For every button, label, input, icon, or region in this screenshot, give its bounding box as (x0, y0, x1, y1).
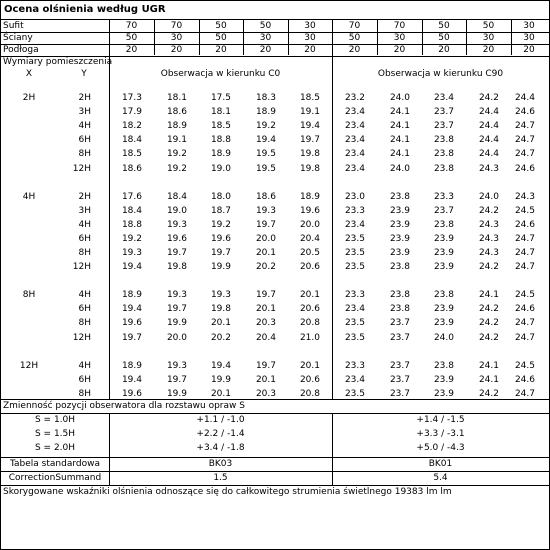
table-row-divider (1, 457, 549, 458)
ugr-value-c90: 24.1 (478, 360, 499, 371)
ugr-value-c0: 18.5 (299, 93, 320, 103)
ugr-value-c0: 20.1 (299, 360, 320, 371)
ugr-value-c90: 24.0 (389, 163, 410, 174)
ugr-value-c0: 20.1 (299, 290, 320, 301)
ugr-value-c0: 20.2 (255, 262, 276, 273)
standard-table-c90: BK01 (428, 459, 453, 469)
ugr-value-c0: 19.4 (255, 135, 276, 146)
ugr-value-c90: 23.8 (389, 304, 410, 315)
reflectance-value: 50 (215, 33, 227, 43)
room-y-dimension: 3H (78, 107, 91, 118)
c90-direction-label: Obserwacja w kierunku C90 (377, 69, 504, 79)
ugr-value-c90: 24.7 (514, 262, 535, 273)
footer-note: Skorygowane wskaźniki olśnienia odnoszące się do całkowitego strumienia świetlnego 19383 lm lm (3, 487, 452, 497)
room-y-dimension: 4H (78, 360, 91, 371)
ugr-value-c90: 23.9 (433, 262, 454, 273)
ugr-value-c90: 23.8 (433, 163, 454, 174)
ugr-value-c0: 20.6 (299, 304, 320, 315)
ugr-value-c0: 19.8 (210, 304, 231, 315)
variation-c90: +5.0 / -4.3 (416, 443, 465, 453)
correction-c0: 1.5 (213, 473, 228, 483)
room-y-dimension: 4H (78, 290, 91, 301)
reflectance-value: 50 (348, 33, 361, 43)
ugr-value-c0: 18.4 (121, 205, 142, 216)
room-y-dimension: 4H (78, 121, 91, 132)
table-row-divider (1, 399, 549, 400)
room-y-dimension: 12H (72, 332, 91, 343)
ugr-value-c90: 23.3 (344, 290, 365, 301)
ugr-value-c90: 23.7 (433, 205, 454, 216)
ugr-value-c90: 24.0 (389, 93, 410, 103)
ugr-value-c90: 24.4 (478, 107, 499, 118)
ugr-value-c0: 19.5 (255, 163, 276, 174)
ugr-value-c90: 23.5 (344, 233, 365, 244)
ugr-value-c90: 23.4 (344, 219, 365, 230)
ugr-value-c0: 17.6 (121, 191, 142, 202)
ugr-value-c0: 20.2 (210, 332, 231, 343)
reflectance-value: 20 (393, 45, 406, 55)
ugr-value-c90: 24.7 (514, 248, 535, 258)
ugr-value-c0: 18.1 (210, 107, 231, 118)
room-y-dimension: 6H (78, 233, 91, 244)
ugr-value-c0: 20.8 (299, 318, 320, 329)
y-axis-label: Y (81, 69, 87, 79)
ugr-value-c90: 23.5 (344, 248, 365, 258)
ugr-value-c90: 23.4 (344, 121, 365, 132)
table-column-divider (466, 19, 467, 55)
reflectance-value: 20 (348, 45, 361, 55)
x-axis-label: X (25, 69, 33, 79)
variation-label: Zmienność pozycji obserwatora dla rozstawu opraw S (3, 401, 245, 411)
reflectance-value: 70 (125, 21, 138, 31)
ugr-value-c90: 23.7 (389, 332, 410, 343)
ugr-value-c0: 19.2 (121, 233, 142, 244)
table-row-divider (1, 471, 549, 472)
table-column-divider (377, 19, 378, 55)
ugr-value-c0: 18.5 (210, 121, 231, 132)
ugr-value-c90: 24.5 (514, 360, 535, 371)
room-y-dimension: 8H (78, 149, 91, 160)
ugr-value-c90: 23.9 (433, 233, 454, 244)
ugr-value-c0: 19.7 (299, 135, 320, 146)
ugr-value-c90: 23.8 (433, 360, 454, 371)
ugr-value-c0: 19.7 (166, 248, 187, 258)
ugr-value-c0: 20.4 (299, 233, 320, 244)
ugr-value-c0: 18.8 (121, 219, 142, 230)
room-y-dimension: 2H (78, 93, 91, 103)
ugr-value-c90: 24.4 (514, 93, 535, 103)
room-y-dimension: 4H (78, 219, 91, 230)
ugr-value-c0: 19.9 (210, 374, 231, 385)
ugr-value-c90: 23.7 (433, 107, 454, 118)
ugr-value-c0: 19.7 (255, 290, 276, 301)
ugr-value-c90: 23.8 (389, 191, 410, 202)
ugr-value-c0: 19.5 (255, 149, 276, 160)
ugr-value-c90: 24.1 (389, 135, 410, 146)
reflectance-value: 70 (348, 21, 361, 31)
reflectance-value: 30 (482, 33, 495, 43)
ugr-value-c90: 24.4 (478, 149, 499, 160)
ugr-value-c0: 17.3 (121, 93, 142, 103)
room-y-dimension: 6H (78, 374, 91, 385)
ugr-value-c90: 23.3 (344, 205, 365, 216)
c0-direction-label: Obserwacja w kierunku C0 (160, 69, 281, 79)
reflectance-value: 20 (523, 45, 535, 55)
ugr-value-c0: 18.9 (166, 121, 187, 132)
table-column-divider (288, 19, 289, 55)
ugr-value-c90: 23.4 (344, 149, 365, 160)
reflectance-value: 20 (125, 45, 138, 55)
ugr-value-c90: 23.8 (433, 290, 454, 301)
variation-c0: +3.4 / -1.8 (196, 443, 245, 453)
ugr-value-c0: 20.0 (299, 219, 320, 230)
ugr-value-c90: 24.0 (433, 332, 454, 343)
ugr-value-c0: 19.2 (210, 219, 231, 230)
variation-c90: +1.4 / -1.5 (416, 415, 465, 425)
reflectance-value: 30 (523, 21, 535, 31)
ugr-value-c0: 19.6 (121, 318, 142, 329)
variation-c0: +2.2 / -1.4 (196, 429, 245, 439)
ugr-value-c0: 18.9 (255, 107, 276, 118)
reflectance-value: 30 (304, 33, 316, 43)
ugr-value-c0: 18.4 (166, 191, 187, 202)
room-y-dimension: 12H (72, 262, 91, 273)
ugr-value-c90: 24.2 (478, 388, 499, 399)
room-x-dimension: 12H (19, 360, 39, 371)
ugr-value-c0: 18.7 (210, 205, 231, 216)
page-title: Ocena olśnienia według UGR (4, 4, 166, 15)
ugr-value-c0: 19.7 (255, 360, 276, 371)
ugr-value-c90: 24.4 (478, 135, 499, 146)
ugr-value-c0: 18.6 (121, 163, 142, 174)
ugr-value-c90: 23.4 (344, 107, 365, 118)
ugr-value-c90: 24.3 (478, 219, 499, 230)
room-y-dimension: 6H (78, 304, 91, 315)
ugr-value-c0: 19.7 (166, 374, 187, 385)
ugr-value-c90: 23.5 (344, 262, 365, 273)
ugr-value-c90: 23.4 (344, 374, 365, 385)
ugr-value-c0: 19.4 (121, 374, 142, 385)
ugr-value-c90: 23.9 (389, 248, 410, 258)
room-y-dimension: 8H (78, 318, 91, 329)
table-column-divider (109, 19, 110, 55)
ugr-value-c90: 24.1 (389, 107, 410, 118)
ugr-value-c90: 24.2 (478, 93, 499, 103)
ugr-value-c0: 19.2 (166, 149, 187, 160)
ugr-value-c90: 23.8 (389, 262, 410, 273)
ugr-value-c0: 20.1 (210, 388, 231, 399)
reflectance-label-floor: Podłoga (3, 45, 39, 55)
ugr-value-c0: 18.6 (166, 107, 187, 118)
ugr-value-c90: 23.4 (433, 93, 454, 103)
ugr-value-c90: 24.7 (514, 121, 535, 132)
room-y-dimension: 8H (78, 248, 91, 258)
ugr-value-c0: 19.6 (299, 205, 320, 216)
reflectance-label-walls: Ściany (3, 33, 33, 43)
ugr-value-c0: 18.2 (121, 121, 142, 132)
ugr-value-c0: 20.1 (255, 248, 276, 258)
ugr-value-c0: 19.3 (166, 290, 187, 301)
ugr-value-c0: 19.8 (299, 163, 320, 174)
ugr-value-c90: 23.5 (344, 332, 365, 343)
reflectance-value: 20 (482, 45, 495, 55)
ugr-value-c90: 24.7 (514, 149, 535, 160)
ugr-value-c90: 24.5 (514, 205, 535, 216)
ugr-value-c90: 24.1 (389, 149, 410, 160)
room-y-dimension: 8H (78, 388, 91, 399)
variation-c90: +3.3 / -3.1 (416, 429, 465, 439)
ugr-value-c0: 18.4 (121, 135, 142, 146)
ugr-value-c0: 19.1 (166, 135, 187, 146)
ugr-value-c90: 24.6 (514, 219, 535, 230)
ugr-value-c90: 24.6 (514, 107, 535, 118)
ugr-value-c0: 19.0 (210, 163, 231, 174)
ugr-value-c90: 23.8 (433, 149, 454, 160)
ugr-value-c0: 20.0 (255, 233, 276, 244)
spacing-label: S = 1.5H (34, 429, 76, 439)
ugr-value-c0: 17.5 (210, 93, 231, 103)
ugr-value-c90: 23.8 (433, 135, 454, 146)
ugr-value-c90: 24.2 (478, 318, 499, 329)
ugr-value-c0: 19.4 (299, 121, 320, 132)
ugr-value-c90: 23.9 (433, 304, 454, 315)
ugr-value-c90: 24.4 (478, 121, 499, 132)
reflectance-value: 30 (523, 33, 535, 43)
reflectance-value: 20 (438, 45, 450, 55)
table-row-divider (1, 485, 549, 486)
reflectance-value: 50 (438, 33, 450, 43)
reflectance-value: 20 (170, 45, 183, 55)
variation-c0: +1.1 / -1.0 (196, 415, 245, 425)
table-column-divider (511, 19, 512, 55)
ugr-value-c90: 23.4 (344, 163, 365, 174)
ugr-value-c0: 19.9 (166, 318, 187, 329)
ugr-value-c90: 24.6 (514, 163, 535, 174)
ugr-value-c0: 20.1 (255, 304, 276, 315)
room-y-dimension: 6H (78, 135, 91, 146)
ugr-value-c0: 19.1 (299, 107, 320, 118)
ugr-value-c90: 24.3 (478, 163, 499, 174)
ugr-value-c90: 23.9 (433, 388, 454, 399)
ugr-value-c0: 19.7 (121, 332, 142, 343)
table-column-divider (154, 19, 155, 55)
ugr-value-c90: 24.6 (514, 304, 535, 315)
ugr-value-c90: 24.2 (478, 332, 499, 343)
ugr-value-c0: 18.9 (121, 360, 142, 371)
ugr-value-c0: 20.8 (299, 388, 320, 399)
ugr-value-c0: 18.1 (166, 93, 187, 103)
ugr-value-c0: 18.3 (255, 93, 276, 103)
reflectance-value: 30 (259, 33, 272, 43)
reflectance-value: 20 (304, 45, 316, 55)
table-column-divider (199, 19, 200, 55)
ugr-value-c0: 18.9 (299, 191, 320, 202)
ugr-value-c90: 23.5 (344, 318, 365, 329)
ugr-value-c0: 18.5 (121, 149, 142, 160)
spacing-label: S = 1.0H (34, 415, 76, 425)
room-dimensions-label: Wymiary pomieszczenia (3, 57, 113, 67)
ugr-value-c0: 19.3 (121, 248, 142, 258)
ugr-value-c0: 19.7 (210, 248, 231, 258)
ugr-value-c90: 23.9 (433, 248, 454, 258)
ugr-value-c90: 23.8 (389, 290, 410, 301)
ugr-value-c0: 18.8 (210, 135, 231, 146)
ugr-value-c0: 18.9 (210, 149, 231, 160)
reflectance-value: 30 (170, 33, 183, 43)
reflectance-value: 50 (482, 21, 495, 31)
ugr-value-c0: 20.6 (299, 374, 320, 385)
ugr-value-c0: 19.0 (166, 205, 187, 216)
ugr-value-c0: 18.0 (210, 191, 231, 202)
ugr-value-c0: 19.7 (166, 304, 187, 315)
ugr-value-c90: 24.7 (514, 318, 535, 329)
ugr-value-c90: 23.3 (344, 360, 365, 371)
ugr-value-c0: 18.9 (121, 290, 142, 301)
reflectance-value: 50 (215, 21, 227, 31)
table-row-divider (1, 413, 549, 414)
ugr-value-c90: 24.1 (478, 374, 499, 385)
ugr-value-c90: 24.3 (478, 233, 499, 244)
ugr-value-c0: 20.6 (299, 262, 320, 273)
ugr-value-c0: 21.0 (299, 332, 320, 343)
ugr-value-c0: 17.9 (121, 107, 142, 118)
standard-table-label: Tabela standardowa (10, 459, 100, 469)
ugr-value-c90: 24.7 (514, 233, 535, 244)
reflectance-value: 70 (170, 21, 183, 31)
ugr-value-c90: 23.9 (433, 374, 454, 385)
ugr-value-c90: 24.1 (389, 121, 410, 132)
table-column-divider (332, 55, 333, 399)
correction-c90: 5.4 (433, 473, 448, 483)
ugr-value-c90: 24.5 (514, 290, 535, 301)
ugr-value-c90: 24.3 (478, 248, 499, 258)
ugr-value-c0: 18.6 (255, 191, 276, 202)
ugr-value-c90: 23.9 (433, 318, 454, 329)
ugr-value-c0: 19.9 (210, 262, 231, 273)
ugr-value-c0: 19.3 (166, 219, 187, 230)
room-x-dimension: 8H (22, 290, 36, 301)
ugr-value-c90: 24.7 (514, 388, 535, 399)
ugr-value-c0: 19.3 (255, 205, 276, 216)
standard-table-c0: BK03 (208, 459, 233, 469)
ugr-value-c0: 20.4 (255, 332, 276, 343)
ugr-value-c0: 19.9 (166, 388, 187, 399)
ugr-value-c0: 19.7 (255, 219, 276, 230)
table-column-divider (422, 19, 423, 55)
reflectance-value: 20 (215, 45, 227, 55)
ugr-value-c0: 19.6 (121, 388, 142, 399)
ugr-value-c0: 19.8 (299, 149, 320, 160)
ugr-value-c90: 23.9 (389, 233, 410, 244)
reflectance-value: 50 (438, 21, 450, 31)
reflectance-label-ceiling: Sufit (3, 21, 24, 31)
reflectance-value: 30 (393, 33, 406, 43)
reflectance-value: 20 (259, 45, 272, 55)
ugr-value-c0: 20.5 (299, 248, 320, 258)
ugr-value-c0: 20.1 (255, 374, 276, 385)
ugr-value-c0: 19.4 (121, 262, 142, 273)
ugr-value-c0: 19.8 (166, 262, 187, 273)
spacing-label: S = 2.0H (34, 443, 76, 453)
ugr-value-c90: 23.7 (389, 360, 410, 371)
ugr-value-c90: 24.2 (478, 262, 499, 273)
ugr-value-c90: 23.9 (389, 205, 410, 216)
ugr-value-c90: 23.5 (344, 388, 365, 399)
room-y-dimension: 2H (78, 191, 91, 202)
ugr-value-c90: 24.6 (514, 374, 535, 385)
ugr-value-c90: 24.0 (478, 191, 499, 202)
room-y-dimension: 12H (72, 163, 91, 174)
correction-label: CorrectionSummand (8, 473, 102, 483)
ugr-value-c90: 24.1 (478, 290, 499, 301)
ugr-value-c90: 24.7 (514, 332, 535, 343)
room-y-dimension: 3H (78, 205, 91, 216)
ugr-value-c90: 23.9 (389, 219, 410, 230)
ugr-value-c90: 24.3 (514, 191, 535, 202)
ugr-value-c90: 23.2 (344, 93, 365, 103)
ugr-value-c0: 19.6 (210, 233, 231, 244)
ugr-value-c0: 20.0 (166, 332, 187, 343)
table-column-divider (109, 55, 110, 399)
table-column-divider (332, 19, 333, 55)
ugr-value-c0: 19.2 (255, 121, 276, 132)
ugr-value-c90: 23.0 (344, 191, 365, 202)
reflectance-value: 70 (393, 21, 406, 31)
ugr-value-c90: 24.7 (514, 135, 535, 146)
reflectance-value: 50 (125, 33, 138, 43)
ugr-value-c90: 23.7 (433, 121, 454, 132)
ugr-value-c90: 23.8 (433, 219, 454, 230)
ugr-value-c90: 23.4 (344, 304, 365, 315)
ugr-value-c0: 19.4 (121, 304, 142, 315)
ugr-value-c90: 24.2 (478, 304, 499, 315)
ugr-value-c90: 23.3 (433, 191, 454, 202)
room-x-dimension: 4H (22, 191, 36, 202)
ugr-value-c0: 19.4 (210, 360, 231, 371)
ugr-value-c0: 19.6 (166, 233, 187, 244)
table-column-divider (243, 19, 244, 55)
ugr-value-c0: 19.3 (166, 360, 187, 371)
ugr-value-c0: 19.2 (166, 163, 187, 174)
ugr-value-c90: 23.4 (344, 135, 365, 146)
room-x-dimension: 2H (22, 93, 36, 103)
ugr-value-c90: 23.7 (389, 388, 410, 399)
ugr-value-c90: 23.7 (389, 318, 410, 329)
reflectance-value: 30 (304, 21, 316, 31)
ugr-value-c0: 19.3 (210, 290, 231, 301)
ugr-value-c0: 20.3 (255, 388, 276, 399)
ugr-value-c90: 24.2 (478, 205, 499, 216)
ugr-value-c90: 23.7 (389, 374, 410, 385)
ugr-value-c0: 20.3 (255, 318, 276, 329)
reflectance-value: 50 (259, 21, 272, 31)
ugr-value-c0: 20.1 (210, 318, 231, 329)
